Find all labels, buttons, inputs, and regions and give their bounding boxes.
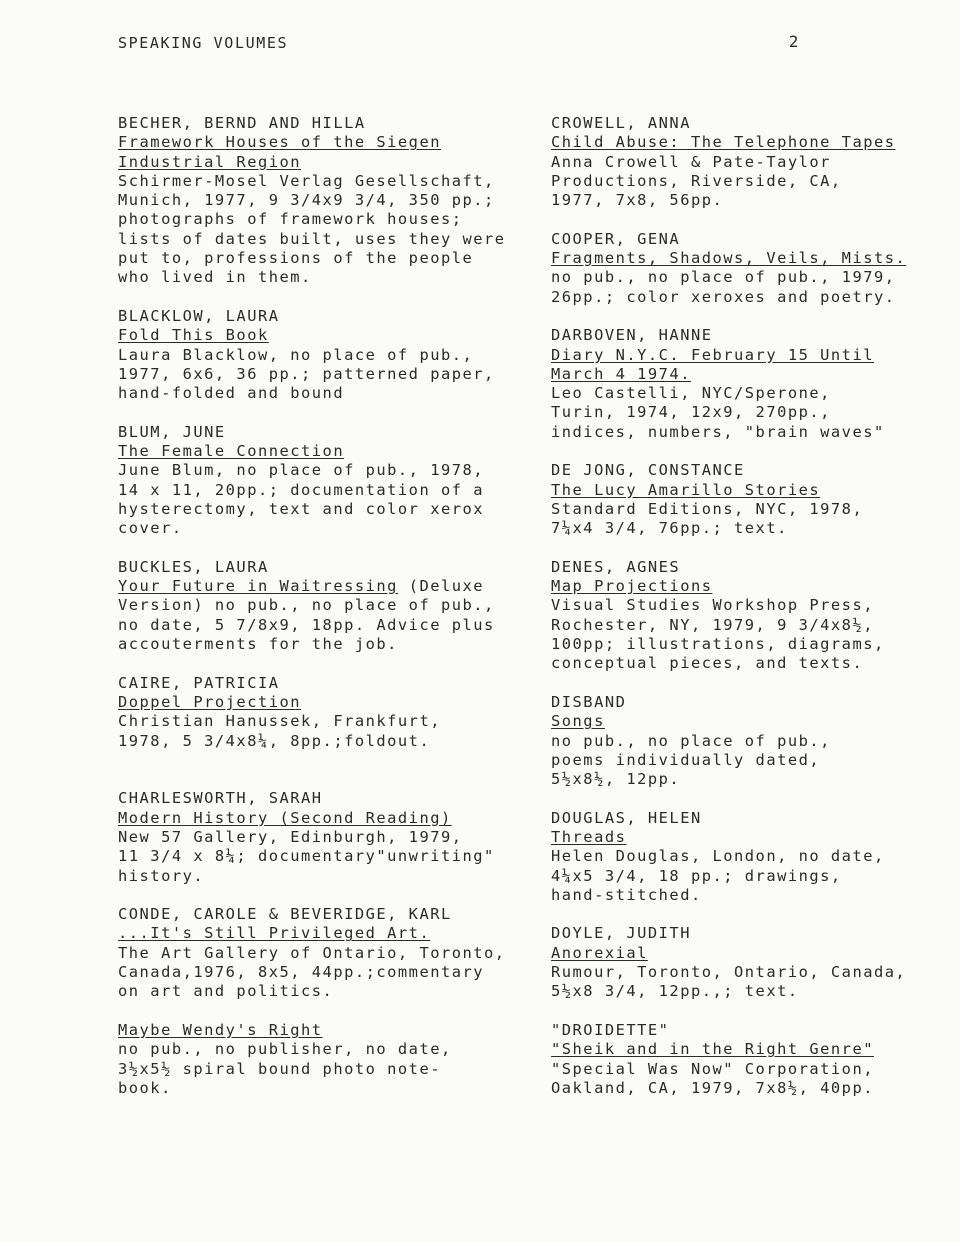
line-text: Oakland, CA, 1979, 7x8½, 40pp.	[551, 1078, 874, 1097]
underlined-title: Anorexial	[551, 943, 648, 962]
bibliography-entry	[551, 326, 951, 442]
line-text: hand-stitched.	[551, 885, 702, 904]
entry-text-line	[551, 153, 951, 172]
entry-text-line	[118, 500, 538, 519]
entry-text-line	[118, 481, 538, 500]
line-text: no date, 5 7/8x9, 18pp. Advice plus	[118, 615, 495, 634]
entry-text-line	[118, 712, 538, 731]
entry-text-line	[118, 307, 538, 326]
entry-text-line	[118, 847, 538, 866]
entry-text-line	[551, 1021, 951, 1040]
entry-text-line	[118, 616, 538, 635]
entry-text-line	[118, 346, 538, 365]
line-text: photographs of framework houses;	[118, 210, 463, 229]
entry-title-line	[551, 481, 951, 500]
entry-text-line	[551, 924, 951, 943]
entry-text-line	[118, 770, 538, 789]
line-text: poems individually dated,	[551, 750, 821, 769]
entry-text-line	[118, 519, 538, 538]
line-text: Standard Editions, NYC, 1978,	[551, 499, 864, 518]
entry-text-line	[551, 326, 951, 345]
underlined-title: The Lucy Amarillo Stories	[551, 480, 821, 499]
entry-text-line	[118, 982, 538, 1001]
entry-text-line	[551, 809, 951, 828]
line-text: book.	[118, 1078, 172, 1097]
underlined-title: Map Projections	[551, 577, 713, 596]
entry-text-line	[551, 519, 951, 538]
entry-title-line	[118, 577, 538, 596]
line-text: Leo Castelli, NYC/Sperone,	[551, 384, 831, 403]
entry-text-line	[551, 867, 951, 886]
entry-text-line	[118, 944, 538, 963]
entry-text-line	[118, 191, 538, 210]
entry-title-line	[551, 712, 951, 731]
entry-text-line	[118, 249, 538, 268]
entry-text-line	[551, 770, 951, 789]
entry-title-line	[551, 828, 951, 847]
left-column	[118, 114, 538, 1117]
entry-text-line	[118, 1040, 538, 1059]
entry-text-line	[118, 635, 538, 654]
line-text: 7¼x4 3/4, 76pp.; text.	[551, 519, 788, 538]
entry-text-line	[551, 732, 951, 751]
line-text: CAIRE, PATRICIA	[118, 673, 280, 692]
entry-text-line	[551, 423, 951, 442]
entry-text-line	[118, 114, 538, 133]
entry-title-line	[118, 133, 538, 152]
entry-text-line	[551, 693, 951, 712]
entry-text-line	[118, 867, 538, 886]
line-text: CONDE, CAROLE & BEVERIDGE, KARL	[118, 905, 452, 924]
right-column	[551, 114, 951, 1117]
line-text: 1977, 6x6, 36 pp.; patterned paper,	[118, 364, 495, 383]
line-text: who lived in them.	[118, 268, 312, 287]
line-text: 4¼x5 3/4, 18 pp.; drawings,	[551, 866, 842, 885]
line-text: Christian Hanussek, Frankfurt,	[118, 712, 441, 731]
line-text: hand-folded and bound	[118, 384, 345, 403]
bibliography-entry	[118, 558, 538, 654]
line-text: Productions, Riverside, CA,	[551, 171, 842, 190]
line-text: DE JONG, CONSTANCE	[551, 461, 745, 480]
entry-text-line	[551, 114, 951, 133]
line-text: no pub., no publisher, no date,	[118, 1040, 452, 1059]
entry-title-line	[118, 693, 538, 712]
line-text: history.	[118, 866, 205, 885]
underlined-title: Fold This Book	[118, 326, 269, 345]
entry-text-line	[118, 558, 538, 577]
entry-title-line	[118, 809, 538, 828]
line-text: DISBAND	[551, 692, 627, 711]
line-text: cover.	[118, 519, 183, 538]
underlined-title: Diary N.Y.C. February 15 Until	[551, 345, 874, 364]
underlined-title: Child Abuse: The Telephone Tapes	[551, 133, 896, 152]
bibliography-entry	[551, 461, 951, 538]
line-text: DENES, AGNES	[551, 557, 681, 576]
line-text: Canada,1976, 8x5, 44pp.;commentary	[118, 963, 485, 982]
line-text: DOUGLAS, HELEN	[551, 808, 702, 827]
entry-text-line	[118, 828, 538, 847]
underlined-title: Modern History (Second Reading)	[118, 808, 452, 827]
line-text: Munich, 1977, 9 3/4x9 3/4, 350 pp.;	[118, 191, 495, 210]
entry-text-line	[551, 982, 951, 1001]
line-text: BLACKLOW, LAURA	[118, 306, 280, 325]
line-text: Visual Studies Workshop Press,	[551, 596, 874, 615]
entry-text-line	[118, 963, 538, 982]
entry-text-line	[551, 751, 951, 770]
entry-text-line	[551, 635, 951, 654]
entry-text-line	[551, 847, 951, 866]
entry-text-line	[118, 230, 538, 249]
entry-text-line	[551, 288, 951, 307]
entry-text-line	[551, 461, 951, 480]
line-text: BECHER, BERND AND HILLA	[118, 114, 366, 132]
entry-title-line	[551, 577, 951, 596]
underlined-title: Framework Houses of the Siegen	[118, 133, 441, 152]
line-text: BLUM, JUNE	[118, 422, 226, 441]
bibliography-entry	[118, 905, 538, 1001]
line-text: hysterectomy, text and color xerox	[118, 499, 485, 518]
line-text: Laura Blacklow, no place of pub.,	[118, 345, 474, 364]
entry-title-line	[551, 365, 951, 384]
entry-text-line	[551, 172, 951, 191]
entry-text-line	[118, 172, 538, 191]
entry-title-line	[118, 1021, 538, 1040]
underlined-title: Threads	[551, 827, 627, 846]
line-text: Rumour, Toronto, Ontario, Canada,	[551, 963, 907, 982]
entry-text-line	[551, 596, 951, 615]
entry-text-line	[551, 384, 951, 403]
entry-text-line	[118, 905, 538, 924]
bibliography-entry	[551, 230, 951, 307]
bibliography-entry	[551, 1021, 951, 1098]
line-text: Rochester, NY, 1979, 9 3/4x8½,	[551, 615, 874, 634]
entry-text-line	[118, 461, 538, 480]
line-text: 1978, 5 3/4x8¼, 8pp.;foldout.	[118, 731, 431, 750]
bibliography-entry	[551, 924, 951, 1001]
line-text: put to, professions of the people	[118, 249, 474, 268]
line-text: lists of dates built, uses they were	[118, 229, 506, 248]
entry-text-line	[551, 403, 951, 422]
entry-text-line	[118, 365, 538, 384]
page-number: 2	[788, 32, 800, 51]
bibliography-entry	[118, 114, 538, 288]
entry-text-line	[551, 500, 951, 519]
bibliography-entry	[118, 307, 538, 403]
underlined-title: "Sheik and in the Right Genre"	[551, 1040, 874, 1059]
entry-text-line	[551, 191, 951, 210]
line-text: DARBOVEN, HANNE	[551, 326, 713, 345]
line-text: 1977, 7x8, 56pp.	[551, 191, 724, 210]
page-header	[118, 34, 800, 52]
bibliography-entry	[118, 1021, 538, 1098]
line-text: Anna Crowell & Pate-Taylor	[551, 152, 831, 171]
entry-text-line	[551, 268, 951, 287]
underlined-title: Your Future in Waitressing	[118, 577, 398, 596]
bibliography-entry	[118, 423, 538, 539]
entry-text-line	[551, 1060, 951, 1079]
bibliography-entry	[118, 770, 538, 886]
line-text: 26pp.; color xeroxes and poetry.	[551, 287, 896, 306]
line-text: Version) no pub., no place of pub.,	[118, 596, 495, 615]
entry-text-line	[118, 423, 538, 442]
line-text: Helen Douglas, London, no date,	[551, 847, 885, 866]
entry-title-line	[551, 249, 951, 268]
entry-text-line	[118, 210, 538, 229]
line-text: The Art Gallery of Ontario, Toronto,	[118, 943, 506, 962]
entry-text-line	[551, 558, 951, 577]
line-text: accouterments for the job.	[118, 635, 398, 654]
entry-text-line	[118, 384, 538, 403]
entry-text-line	[551, 886, 951, 905]
line-text: 14 x 11, 20pp.; documentation of a	[118, 480, 485, 499]
line-text: no pub., no place of pub.,	[551, 731, 831, 750]
entry-text-line	[551, 1079, 951, 1098]
entry-text-line	[118, 596, 538, 615]
line-text: 5½x8 3/4, 12pp.,; text.	[551, 982, 799, 1001]
bibliography-entry	[551, 809, 951, 905]
underlined-title: Industrial Region	[118, 152, 302, 171]
bibliography-entry	[551, 558, 951, 674]
line-text: COOPER, GENA	[551, 229, 681, 248]
entry-title-line	[118, 924, 538, 943]
entry-title-line	[551, 1040, 951, 1059]
bibliography-entry	[551, 114, 951, 210]
line-text: no pub., no place of pub., 1979,	[551, 268, 896, 287]
line-text: "DROIDETTE"	[551, 1020, 670, 1039]
entry-text-line	[118, 674, 538, 693]
line-text: conceptual pieces, and texts.	[551, 654, 864, 673]
line-text: BUCKLES, LAURA	[118, 557, 269, 576]
line-text: June Blum, no place of pub., 1978,	[118, 461, 485, 480]
line-text: indices, numbers, "brain waves"	[551, 422, 885, 441]
line-text: DOYLE, JUDITH	[551, 924, 691, 943]
entry-text-line	[551, 963, 951, 982]
entry-title-line	[551, 944, 951, 963]
line-text: 3½x5½ spiral bound photo note-	[118, 1059, 441, 1078]
line-text	[118, 770, 129, 788]
underlined-title: Fragments, Shadows, Veils, Mists.	[551, 249, 907, 268]
line-text: New 57 Gallery, Edinburgh, 1979,	[118, 827, 463, 846]
line-text: 5½x8½, 12pp.	[551, 770, 681, 789]
entry-title-line	[118, 326, 538, 345]
underlined-title: Maybe Wendy's Right	[118, 1020, 323, 1039]
entry-text-line	[118, 1079, 538, 1098]
underlined-title: The Female Connection	[118, 442, 345, 461]
line-text: on art and politics.	[118, 982, 334, 1001]
document-title: SPEAKING VOLUMES	[118, 34, 289, 52]
entry-title-line	[551, 346, 951, 365]
entry-text-line	[118, 732, 538, 751]
entry-text-line	[551, 616, 951, 635]
underlined-title: Songs	[551, 712, 605, 731]
line-text: Schirmer-Mosel Verlag Gesellschaft,	[118, 171, 495, 190]
entry-text-line	[551, 654, 951, 673]
bibliography-entry	[118, 674, 538, 751]
entry-title-line	[118, 442, 538, 461]
underlined-title: March 4 1974.	[551, 364, 691, 383]
line-text: 100pp; illustrations, diagrams,	[551, 635, 885, 654]
entry-text-line	[118, 789, 538, 808]
line-text: "Special Was Now" Corporation,	[551, 1059, 874, 1078]
entry-title-line	[551, 133, 951, 152]
line-text: 11 3/4 x 8¼; documentary"unwriting"	[118, 847, 495, 866]
underlined-title: ...It's Still Privileged Art.	[118, 924, 431, 943]
underlined-title: Doppel Projection	[118, 692, 302, 711]
entry-text-line	[118, 1060, 538, 1079]
entry-text-line	[551, 230, 951, 249]
line-text: CHARLESWORTH, SARAH	[118, 789, 323, 808]
line-text-suffix: (Deluxe	[397, 577, 485, 596]
bibliography-entry	[551, 693, 951, 789]
entry-title-line	[118, 153, 538, 172]
line-text: Turin, 1974, 12x9, 270pp.,	[551, 403, 831, 422]
line-text: CROWELL, ANNA	[551, 114, 691, 132]
entry-text-line	[118, 268, 538, 287]
